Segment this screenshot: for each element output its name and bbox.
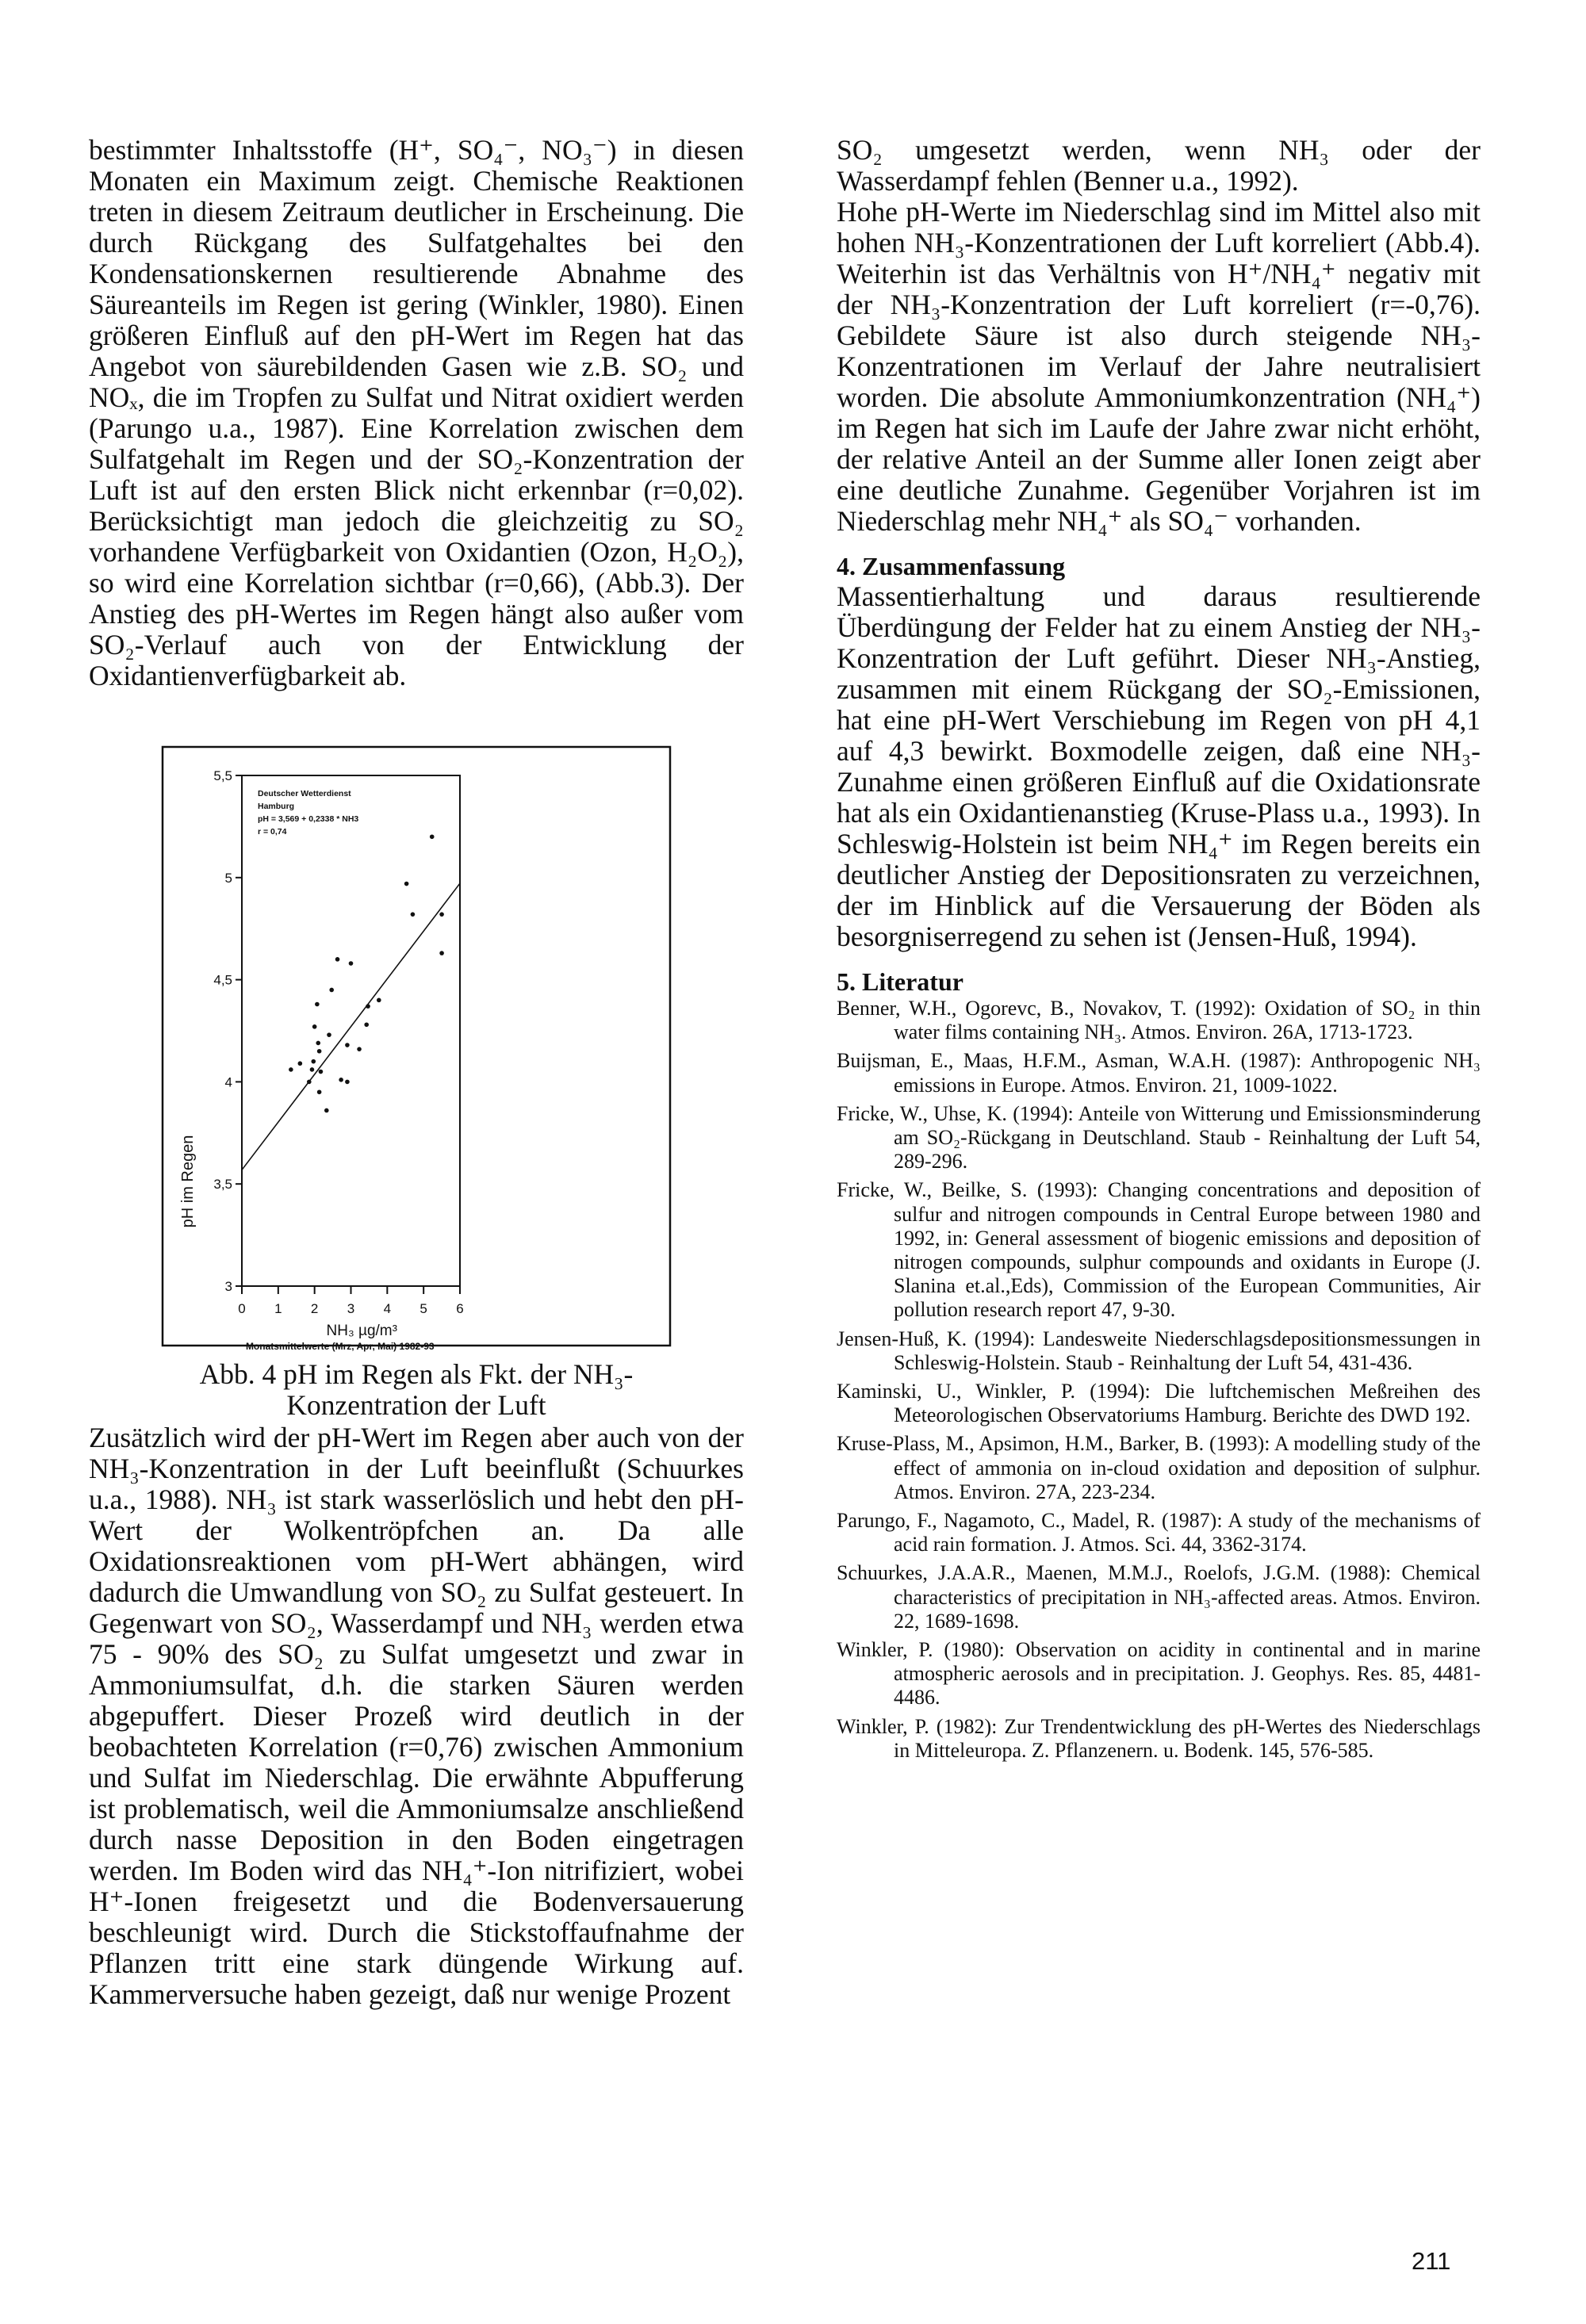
data-point <box>311 1059 316 1064</box>
data-point <box>345 1043 350 1047</box>
plot-area <box>242 775 460 1286</box>
data-point <box>310 1067 315 1072</box>
legend-line: Hamburg <box>258 802 295 811</box>
legend-line: Deutscher Wetterdienst <box>258 789 351 798</box>
y-tick-label: 5 <box>224 870 232 886</box>
x-tick-label: 4 <box>383 1301 392 1316</box>
reference-item: Fricke, W., Beilke, S. (1993): Changing concentrations and deposition of sulfur and nitrogen compounds in Central Europe between 1980 and 1992, in: General assessment of biogenic emissions and deposition of nitrogen compounds, sulphur compounds and oxidants in Europe (J. Slanina et.al.,Eds), Commission of the European Communities, Air pollution research report 47, 9-30. <box>837 1178 1481 1322</box>
data-point <box>439 912 444 917</box>
data-point <box>335 957 340 962</box>
body-paragraph: SO₂ umgesetzt werden, wenn NH₃ oder der Wasserdampf fehlen (Benner u.a., 1992). <box>837 134 1481 197</box>
x-tick-label: 6 <box>456 1301 464 1316</box>
x-tick-label: 0 <box>238 1301 246 1316</box>
body-paragraph: Zusätzlich wird der pH-Wert im Regen aber auch von der NH₃-Konzentration in der Luft beeinflußt (Schuurkes u.a., 1988). NH₃ ist stark wasserlöslich und hebt den pH-Wert der Wolkentröpfchen an. Da alle Oxidationsreaktionen vom pH-Wert abhängen, wird dadurch die Umwandlung von SO₂ zu Sulfat gesteuert. In Gegenwart von SO₂, Wasserdampf und NH₃ werden etwa 75 - 90% des SO₂ zu Sulfat umgesetzt und zwar in Ammoniumsulfat, d.h. die starken Säuren werden abgepuffert. Dieser Prozeß wird deutlich in der beobachteten Korrelation (r=0,76) zwischen Ammonium und Sulfat im Niederschlag. Die erwähnte Abpufferung ist problematisch, weil die Ammoniumsalze anschließend durch nasse Deposition in den Boden eingetragen werden. Im Boden wird das NH₄⁺-Ion nitrifiziert, wobei H⁺-Ionen freigesetzt und die Bodenversauerung beschleunigt wird. Durch die Stickstoffaufnahme der Pflanzen tritt eine stark düngende Wirkung auf. Kammerversuche haben gezeigt, daß nur wenige Prozent <box>89 1422 744 2010</box>
reference-item: Kruse-Plass, M., Apsimon, H.M., Barker, B. (1993): A modelling study of the effect of ammonia on in-cloud oxidation and deposition of sulphur. Atmos. Environ. 27A, 223-234. <box>837 1432 1481 1503</box>
x-axis-sublabel: Monatsmittelwerte (Mrz, Apr, Mai) 1982-93 <box>245 1341 435 1352</box>
x-tick-label: 3 <box>347 1301 355 1316</box>
data-point <box>430 834 435 839</box>
reference-list <box>837 997 1481 1763</box>
x-tick-label: 2 <box>310 1301 319 1316</box>
x-axis-label: NH₃ µg/m³ <box>326 1323 397 1339</box>
page-number: 211 <box>1412 2247 1451 2275</box>
reference-item: Jensen-Huß, K. (1994): Landesweite Niederschlagsdepositionsmessungen in Schleswig-Holstein. Staub - Reinhaltung der Luft 54, 431-436. <box>837 1327 1481 1374</box>
y-axis-label: pH im Regen <box>179 1135 197 1228</box>
figure-caption-line1: Abb. 4 pH im Regen als Fkt. der NH₃- <box>199 1358 634 1390</box>
reference-item: Winkler, P. (1982): Zur Trendentwicklung des pH-Wertes des Niederschlags in Mitteleuropa. Z. Pflanzenern. u. Bodenk. 145, 576-585. <box>837 1714 1481 1762</box>
reference-item: Winkler, P. (1980): Observation on acidity in continental and in marine atmospheric aerosols and in precipitation. J. Geophys. Res. 85, 4481-4486. <box>837 1638 1481 1709</box>
section-heading: 5. Literatur <box>837 967 963 996</box>
data-point <box>366 1004 370 1009</box>
data-point <box>324 1108 329 1113</box>
right-column <box>837 135 1481 1767</box>
reference-item: Kaminski, U., Winkler, P. (1994): Die luftchemischen Meßreihen des Meteorologischen Observatoriums Hamburg. Berichte des DWD 192. <box>837 1380 1481 1427</box>
data-point <box>357 1047 362 1051</box>
reference-item: Fricke, W., Uhse, K. (1994): Anteile von Witterung und Emissionsminderung am SO₂-Rückgang in Deutschland. Staub - Reinhaltung der Luft 54, 289-296. <box>837 1101 1481 1173</box>
data-point <box>364 1022 369 1027</box>
reference-item: Parungo, F., Nagamoto, C., Madel, R. (1987): A study of the mechanisms of acid rain formation. J. Atmos. Sci. 44, 3362-3174. <box>837 1509 1481 1556</box>
legend-line: pH = 3,569 + 0,2338 * NH3 <box>258 814 359 824</box>
data-point <box>315 1002 320 1007</box>
data-point <box>307 1080 312 1085</box>
x-tick-label: 1 <box>274 1301 282 1316</box>
reference-item: Schuurkes, J.A.A.R., Maenen, M.M.J., Roelofs, J.G.M. (1988): Chemical characteristics of precipitation in NH₃-affected areas. Atmos. Environ. 22, 1689-1698. <box>837 1561 1481 1633</box>
left-column <box>89 135 744 691</box>
data-point <box>339 1078 343 1082</box>
y-tick-label: 4 <box>224 1074 232 1090</box>
data-point <box>289 1067 293 1072</box>
data-point <box>411 912 416 917</box>
data-point <box>317 1089 322 1094</box>
data-point <box>327 1032 331 1037</box>
data-point <box>298 1061 303 1066</box>
section-heading: 4. Zusammenfassung <box>837 552 1066 580</box>
data-point <box>317 1049 322 1054</box>
figure-caption-line2: Konzentration der Luft <box>286 1389 546 1421</box>
data-point <box>319 1070 324 1074</box>
reference-item: Benner, W.H., Ogorevc, B., Novakov, T. (1992): Oxidation of SO₂ in thin water films containing NH₃. Atmos. Environ. 26A, 1713-1723. <box>837 997 1481 1044</box>
data-point <box>377 998 381 1003</box>
y-tick-label: 5,5 <box>213 768 232 783</box>
y-tick-label: 3 <box>224 1279 232 1294</box>
legend-line: r = 0,74 <box>258 827 287 837</box>
body-paragraph: bestimmter Inhaltsstoffe (H⁺, SO₄⁻, NO₃⁻) in diesen Monaten ein Maximum zeigt. Chemische Reaktionen treten in diesem Zeitraum deutlicher in Erscheinung. Die durch Rückgang des Sulfatgehaltes bei den Kondensationskernen resultierende Abnahme des Säureanteils im Regen ist gering (Winkler, 1980). Einen größeren Einfluß auf den pH-Wert im Regen hat das Angebot von säurebildenden Gasen wie z.B. SO₂ und NOₓ, die im Tropfen zu Sulfat und Nitrat oxidiert werden (Parungo u.a., 1987). Eine Korrelation zwischen dem Sulfatgehalt im Regen und der SO₂-Konzentration der Luft ist auf den ersten Blick nicht erkennbar (r=0,02). Berücksichtigt man jedoch die gleichzeitig zu SO₂ vorhandene Verfügbarkeit von Oxidantien (Ozon, H₂O₂), so wird eine Korrelation sichtbar (r=0,66), (Abb.3). Der Anstieg des pH-Wertes im Regen hängt also außer vom SO₂-Verlauf auch von der Entwicklung der Oxidantienverfügbarkeit ab. <box>89 134 744 691</box>
x-tick-label: 5 <box>419 1301 427 1316</box>
data-point <box>404 882 409 886</box>
data-point <box>329 988 334 993</box>
body-paragraph: Massentierhaltung und daraus resultierende Überdüngung der Felder hat zu einem Anstieg der NH₃-Konzentration der Luft geführt. Dieser NH₃-Anstieg, zusammen mit einem Rückgang der SO₂-Emissionen, hat eine pH-Wert Verschiebung im Regen von pH 4,1 auf 4,3 bewirkt. Boxmodelle zeigen, daß eine NH₃-Zunahme einen größeren Einfluß auf die Oxidationsrate hat als ein Oxidantienanstieg (Kruse-Plass u.a., 1993). In Schleswig-Holstein ist beim NH₄⁺ im Regen bereits ein deutlicher Anstieg der Depositionsraten zu verzeichnen, der im Hinblick auf die Versauerung der Böden als besorgniserregend zu sehen ist (Jensen-Huß, 1994). <box>837 580 1481 952</box>
regression-line <box>242 883 460 1170</box>
data-point <box>349 961 354 966</box>
body-paragraph: Hohe pH-Werte im Niederschlag sind im Mittel also mit hohen NH₃-Konzentrationen der Luft korreliert (Abb.4). Weiterhin ist das Verhältnis von H⁺/NH₄⁺ negativ mit der NH₃-Konzentration der Luft korreliert (r=-0,76). Gebildete Säure ist also durch steigende NH₃-Konzentrationen im Verlauf der Jahre neutralisiert worden. Die absolute Ammoniumkonzentration (NH₄⁺) im Regen hat sich im Laufe der Jahre zwar nicht erhöht, der relative Anteil an der Summe aller Ionen zeigt aber eine deutliche Zunahme. Gegenüber Vorjahren ist im Niederschlag mehr NH₄⁺ als SO₄⁻ vorhanden. <box>837 196 1481 537</box>
data-point <box>316 1041 320 1046</box>
figure-frame <box>163 747 670 1346</box>
reference-item: Buijsman, E., Maas, H.F.M., Asman, W.A.H. (1987): Anthropogenic NH₃ emissions in Europe. Atmos. Environ. 21, 1009-1022. <box>837 1049 1481 1097</box>
data-point <box>312 1024 317 1029</box>
y-tick-label: 4,5 <box>213 972 232 988</box>
data-point <box>345 1080 350 1085</box>
figure-caption <box>89 1359 744 1421</box>
data-point <box>439 951 444 955</box>
scatter-chart <box>163 747 670 1352</box>
y-tick-label: 3,5 <box>213 1177 232 1193</box>
left-column-lower <box>89 1422 744 2010</box>
